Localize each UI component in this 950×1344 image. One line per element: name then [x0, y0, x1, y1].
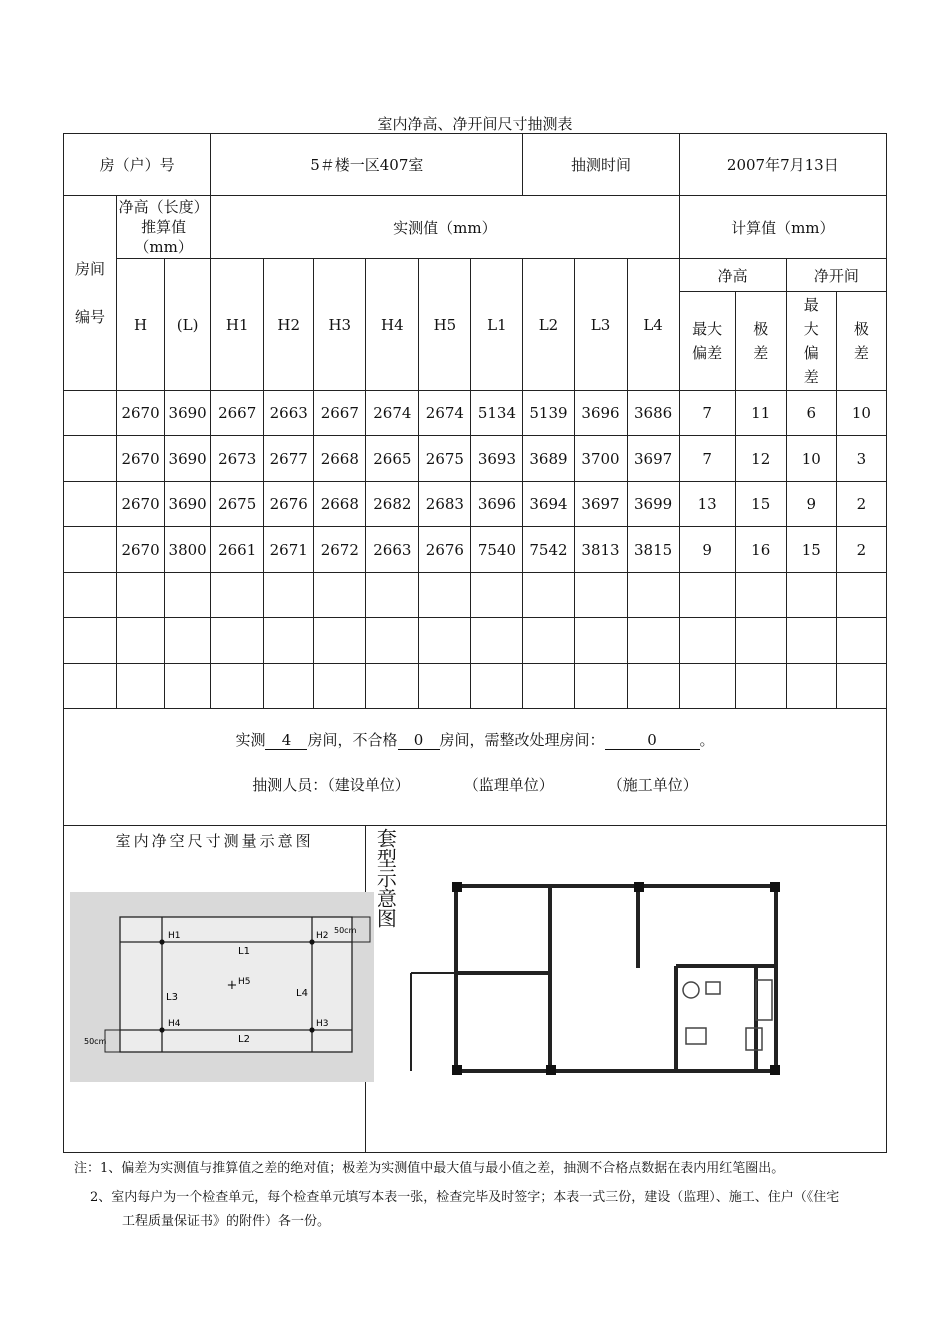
point-H4: [159, 1027, 164, 1032]
row-H: 2670: [117, 391, 165, 436]
point-H1: [159, 939, 164, 944]
row-lrange: 3: [836, 436, 886, 482]
empty-row: [64, 573, 887, 618]
row-L3: 3700: [574, 436, 627, 482]
row-L3: 3697: [574, 482, 627, 527]
row-H2: 2676: [264, 482, 314, 527]
row-H5: 2676: [419, 527, 471, 573]
point-H3: [309, 1027, 314, 1032]
owner-unit: （建设单位）: [327, 776, 410, 794]
row-hmax: 9: [679, 527, 735, 573]
row-L: 3800: [165, 527, 211, 573]
row-hmax: 7: [679, 436, 735, 482]
height-range-header: [735, 292, 786, 391]
room-value: 5＃楼一区407室: [211, 134, 523, 196]
row-hmax: 7: [679, 391, 735, 436]
room-measure-diagram: [70, 892, 380, 1092]
time-label: 抽测时间: [523, 134, 679, 196]
row-H4: 2663: [366, 527, 419, 573]
row-L: 3690: [165, 482, 211, 527]
row-H4: 2682: [366, 482, 419, 527]
row-room: [64, 527, 117, 573]
row-hrange: 11: [735, 391, 786, 436]
width-max-dev-line1: 最: [803, 296, 819, 314]
note-line-1: 注：1、偏差为实测值与推算值之差的绝对值；极差为实测值中最大值与最小值之差，抽测不合格点数据在表内用红笔圈出。: [74, 1161, 785, 1176]
unit-plan-cell: [366, 826, 887, 1153]
measurement-table: [63, 133, 887, 1153]
row-L2: 3694: [523, 482, 574, 527]
width-max-dev-line2: 大: [803, 320, 819, 338]
col-H1: H1: [211, 259, 264, 391]
diagram-caption: 室内净空尺寸测量示意图: [115, 832, 314, 850]
label-H4: H4: [168, 1019, 181, 1029]
summary-cell: [64, 709, 887, 826]
plan-caption: 套型示意图: [373, 828, 398, 928]
row-H2: 2677: [264, 436, 314, 482]
width-range-line1: 极: [853, 320, 869, 338]
height-max-dev-header: [679, 292, 735, 391]
fail-prefix: 房间，不合格: [307, 731, 398, 749]
plan-walls: [456, 886, 776, 1071]
row-lmax: 10: [786, 436, 836, 482]
measured-count: 4: [265, 731, 307, 750]
width-range-line2: 差: [853, 344, 869, 362]
row-L: 3690: [165, 436, 211, 482]
row-L3: 3696: [574, 391, 627, 436]
point-H5: +: [226, 978, 238, 993]
row-room: [64, 482, 117, 527]
width-max-dev-header: [786, 292, 836, 391]
builder-unit: （施工单位）: [607, 776, 698, 794]
row-L: 3690: [165, 391, 211, 436]
measured-prefix: 实测: [235, 731, 266, 749]
width-max-dev-line3: 偏: [803, 344, 819, 362]
row-H5: 2675: [419, 436, 471, 482]
label-L4: L4: [296, 988, 308, 999]
row-hrange: 16: [735, 527, 786, 573]
estimate-header: [117, 196, 211, 259]
col-H5: H5: [419, 259, 471, 391]
table-row: [64, 436, 887, 482]
rectify-count: 0: [605, 731, 700, 750]
col-L1: L1: [471, 259, 523, 391]
label-L2: L2: [238, 1034, 250, 1045]
row-lrange: 2: [836, 482, 886, 527]
summary-line: [64, 729, 886, 750]
room-no-header-line2: 编号: [75, 308, 106, 326]
net-height-header: 净高: [679, 259, 786, 292]
measurement-diagram-cell: [64, 826, 366, 1153]
row-L1: 3696: [471, 482, 523, 527]
supervisor-unit: （监理单位）: [463, 776, 554, 794]
col-L: (L): [165, 259, 211, 391]
room-no-header: [64, 196, 117, 391]
row-H: 2670: [117, 527, 165, 573]
height-range-line2: 差: [753, 344, 769, 362]
col-H2: H2: [264, 259, 314, 391]
row-H2: 2671: [264, 527, 314, 573]
row-L2: 3689: [523, 436, 574, 482]
row-H1: 2673: [211, 436, 264, 482]
label-H2: H2: [316, 931, 329, 941]
row-L3: 3813: [574, 527, 627, 573]
row-H4: 2665: [366, 436, 419, 482]
row-H1: 2661: [211, 527, 264, 573]
row-L4: 3699: [627, 482, 679, 527]
row-L4: 3686: [627, 391, 679, 436]
rectify-prefix: 房间，需整改处理房间：: [439, 731, 605, 749]
calculated-header: 计算值（mm）: [679, 196, 886, 259]
label-L1: L1: [238, 946, 250, 957]
row-L2: 5139: [523, 391, 574, 436]
row-H5: 2683: [419, 482, 471, 527]
row-lrange: 2: [836, 527, 886, 573]
col-H: H: [117, 259, 165, 391]
estimate-header-line2: 推算值（mm）: [134, 218, 193, 256]
row-lmax: 6: [786, 391, 836, 436]
room-label: 房（户）号: [64, 134, 211, 196]
row-hrange: 15: [735, 482, 786, 527]
summary-end: 。: [699, 731, 715, 749]
form-title: 室内净高、净开间尺寸抽测表: [377, 115, 573, 133]
plan-columns: [452, 882, 780, 1075]
row-H3: 2668: [314, 482, 366, 527]
row-H5: 2674: [419, 391, 471, 436]
row-room: [64, 436, 117, 482]
unit-floor-plan: [406, 878, 806, 1088]
row-lmax: 15: [786, 527, 836, 573]
col-H4: H4: [366, 259, 419, 391]
plan-fixtures: [683, 980, 772, 1050]
staff-line: [64, 774, 886, 795]
label-H3: H3: [316, 1019, 329, 1029]
staff-label: 抽测人员：: [252, 776, 328, 794]
empty-row: [64, 618, 887, 664]
room-no-header-line1: 房间: [75, 260, 106, 278]
row-hmax: 13: [679, 482, 735, 527]
col-L4: L4: [627, 259, 679, 391]
col-L2: L2: [523, 259, 574, 391]
point-H2: [309, 939, 314, 944]
net-width-header: 净开间: [786, 259, 886, 292]
table-row: [64, 527, 887, 573]
row-H3: 2672: [314, 527, 366, 573]
note-line-2: 2、室内每户为一个检查单元，每个检查单元填写本表一张，检查完毕及时签字；本表一式三份，建设（监理）、施工、住户（《住宅: [90, 1190, 840, 1205]
height-max-dev-line1: 最大: [692, 320, 723, 338]
row-L1: 3693: [471, 436, 523, 482]
measured-header: 实测值（mm）: [211, 196, 679, 259]
row-L4: 3815: [627, 527, 679, 573]
row-H3: 2667: [314, 391, 366, 436]
row-H: 2670: [117, 482, 165, 527]
note-line-3: 工程质量保证书》的附件）各一份。: [122, 1214, 331, 1229]
label-H5: H5: [238, 977, 251, 987]
row-lrange: 10: [836, 391, 886, 436]
height-range-line1: 极: [753, 320, 769, 338]
row-H1: 2667: [211, 391, 264, 436]
time-value: 2007年7月13日: [679, 134, 886, 196]
width-max-dev-line4: 差: [803, 368, 819, 386]
row-H2: 2663: [264, 391, 314, 436]
height-max-dev-line2: 偏差: [692, 344, 723, 362]
fail-count: 0: [398, 731, 440, 750]
row-H3: 2668: [314, 436, 366, 482]
label-H1: H1: [168, 931, 181, 941]
row-H1: 2675: [211, 482, 264, 527]
row-L2: 7542: [523, 527, 574, 573]
table-row: [64, 391, 887, 436]
col-L3: L3: [574, 259, 627, 391]
label-mark-bottom: 50cm: [84, 1037, 107, 1046]
label-mark-top: 50cm: [334, 926, 357, 935]
width-range-header: [836, 292, 886, 391]
col-H3: H3: [314, 259, 366, 391]
row-lmax: 9: [786, 482, 836, 527]
row-L1: 5134: [471, 391, 523, 436]
row-L1: 7540: [471, 527, 523, 573]
row-H4: 2674: [366, 391, 419, 436]
table-row: [64, 482, 887, 527]
empty-row: [64, 664, 887, 709]
row-L4: 3697: [627, 436, 679, 482]
row-H: 2670: [117, 436, 165, 482]
label-L3: L3: [166, 992, 178, 1003]
estimate-header-line1: 净高（长度）: [118, 198, 209, 216]
row-hrange: 12: [735, 436, 786, 482]
row-room: [64, 391, 117, 436]
